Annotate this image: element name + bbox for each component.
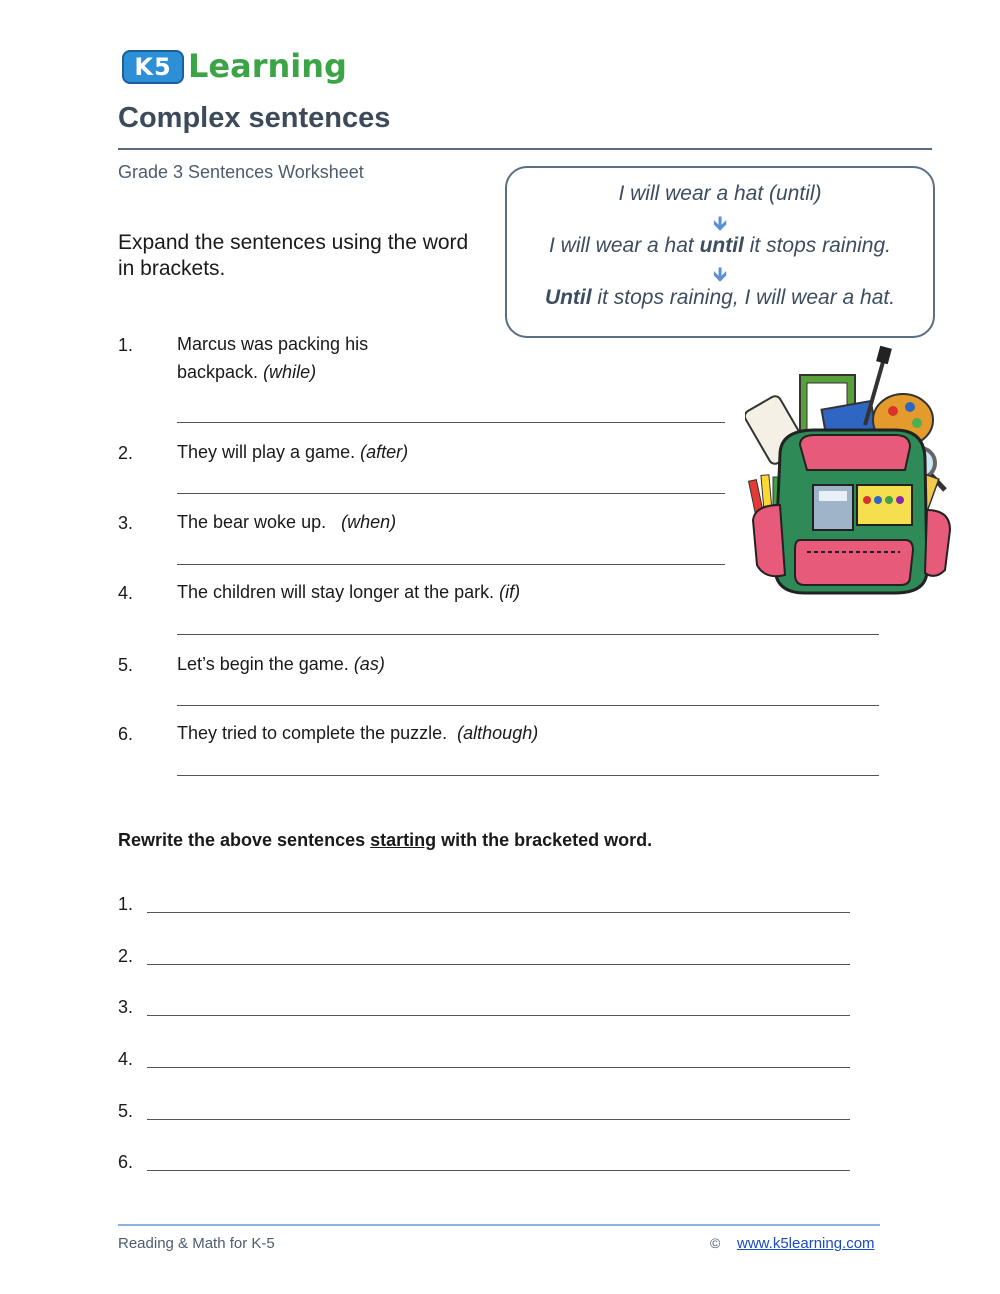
question-text: Let’s begin the game. (as): [177, 654, 385, 674]
logo-badge: K5: [122, 50, 184, 84]
question-text: The bear woke up. (when): [177, 512, 397, 532]
answer-line[interactable]: [177, 422, 725, 423]
instruction-expand: Expand the sentences using the word in brackets.: [118, 231, 469, 280]
page-title: Complex sentences: [118, 102, 391, 134]
rewrite-number: 2.: [118, 946, 134, 966]
down-arrow-icon: 🡻: [712, 264, 728, 286]
copyright-symbol: ©: [710, 1235, 721, 1251]
rewrite-number: 5.: [118, 1101, 134, 1121]
answer-line[interactable]: [177, 705, 879, 706]
question-number: 3.: [118, 513, 134, 533]
footer-website-link[interactable]: www.k5learning.com: [737, 1235, 875, 1252]
footer-tagline: Reading & Math for K-5: [118, 1235, 275, 1252]
title-divider: [118, 148, 932, 150]
rewrite-number: 6.: [118, 1152, 134, 1172]
logo-word: Learning: [188, 47, 347, 85]
rewrite-line[interactable]: [147, 1119, 850, 1120]
example-line-3: Until it stops raining, I will wear a hat.: [544, 286, 896, 309]
rewrite-line[interactable]: [147, 912, 850, 913]
question-number: 1.: [118, 335, 134, 355]
question-text: They will play a game. (after): [177, 442, 409, 462]
rewrite-line[interactable]: [147, 1067, 850, 1068]
question-text: They tried to complete the puzzle. (although): [177, 723, 539, 743]
answer-line[interactable]: [177, 564, 725, 565]
answer-line[interactable]: [177, 634, 879, 635]
question-number: 4.: [118, 583, 134, 603]
example-box: [505, 166, 935, 338]
rewrite-number: 4.: [118, 1049, 134, 1069]
question-text: Marcus was packing his backpack. (while): [177, 334, 369, 382]
instruction-rewrite: Rewrite the above sentences starting with the bracketed word.: [118, 830, 653, 850]
k5-learning-logo: [122, 44, 347, 90]
down-arrow-icon: 🡻: [712, 213, 728, 235]
question-number: 5.: [118, 655, 134, 675]
example-line-2: I will wear a hat until it stops raining.: [549, 234, 891, 257]
question-number: 6.: [118, 724, 134, 744]
example-line-1: I will wear a hat (until): [618, 182, 822, 205]
footer-divider: [118, 1224, 880, 1226]
rewrite-line[interactable]: [147, 964, 850, 965]
rewrite-number: 1.: [118, 894, 134, 914]
rewrite-line[interactable]: [147, 1170, 850, 1171]
rewrite-number: 3.: [118, 997, 134, 1017]
question-number: 2.: [118, 443, 134, 463]
worksheet-subtitle: Grade 3 Sentences Worksheet: [118, 162, 364, 182]
backpack-illustration-icon: [745, 345, 955, 600]
question-text: The children will stay longer at the park. (if): [177, 582, 521, 602]
answer-line[interactable]: [177, 493, 725, 494]
rewrite-line[interactable]: [147, 1015, 850, 1016]
answer-line[interactable]: [177, 775, 879, 776]
